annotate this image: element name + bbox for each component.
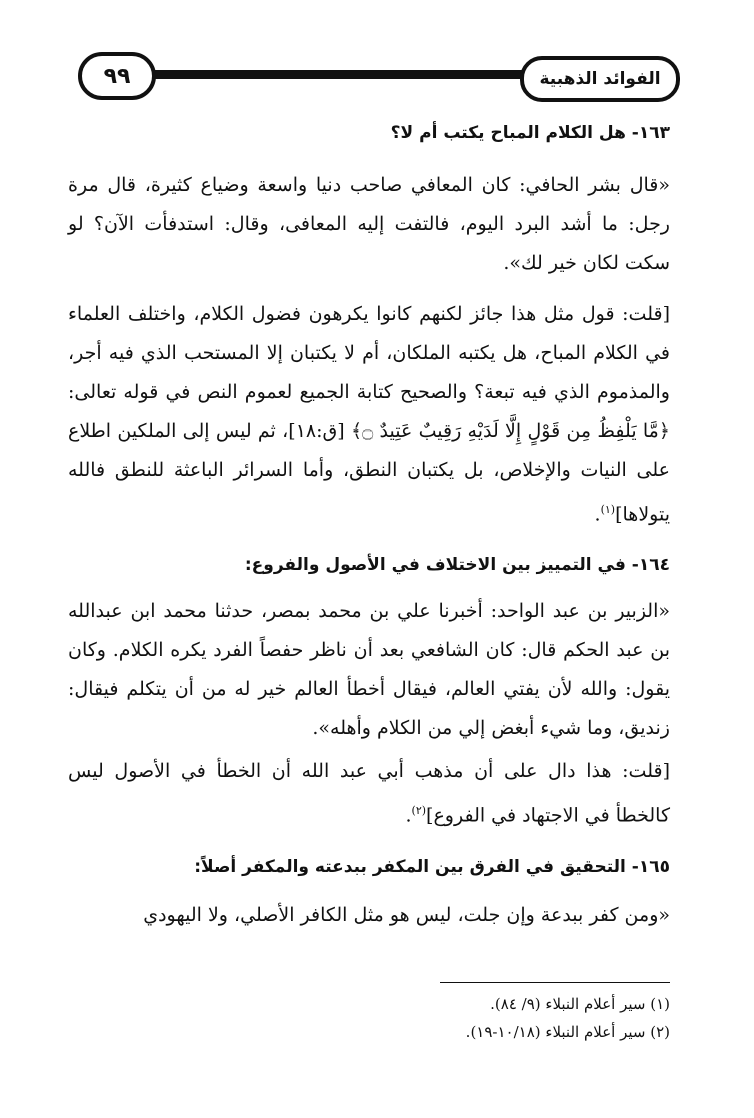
- page-content: [68, 112, 670, 935]
- footnotes: [270, 990, 670, 1046]
- paragraph-163-comment: [قلت: قول مثل هذا جائز لكنهم كانوا يكرهون فضول الكلام، واختلف العلماء في الكلام المباح، هل يكتبه الملكان، أم لا يكتبان إلا المستحب الذي فيه أجر، والمذموم الذي فيه تبعة؟ والصحيح كتابة الجميع لعموم النص في قوله تعالى: ﴿مَّا يَلْفِظُ مِن قَوْلٍ إِلَّا لَدَيْهِ رَقِيبٌ عَتِيدٌ ۝﴾ [ق:١٨]، ثم ليس إلى الملكين اطلاع على النيات والإخلاص، بل يكتبان النطق، وأما السرائر الباعثة للنطق فالله يتولاها]$^{(١)}$.: [68, 303, 670, 526]
- page-header: [78, 50, 680, 102]
- paragraph-164-comment-text: [قلت: هذا دال على أن مذهب أبي عبد الله أن الخطأ في الأصول ليس كالخطأ في الاجتهاد في الفروع]: [68, 760, 670, 827]
- paragraph-163-quote: «قال بشر الحافي: كان المعافي صاحب دنيا واسعة وضياع كثيرة، قال مرة رجل: ما أشد البرد اليوم، فالتفت إليه المعافى، وقال: استدفأت الآن؟ لو سكت لكان خير لك».: [68, 174, 670, 274]
- footnote-marker-2: (٢): [411, 804, 427, 818]
- footnote-1: (١) سير أعلام النبلاء (٩/ ٨٤).: [490, 995, 670, 1013]
- section-heading-164: ١٦٤- في التمييز بين الاختلاف في الأصول والفروع:: [244, 555, 670, 576]
- section-heading-165: ١٦٥- التحقيق في الفرق بين المكفر ببدعته والمكفر أصلاً:: [194, 856, 670, 877]
- book-title: الفوائد الذهبية: [520, 56, 680, 102]
- paragraph-164-quote: «الزبير بن عبد الواحد: أخبرنا علي بن محمد بمصر، حدثنا محمد ابن عبدالله بن عبد الحكم قال: كان الشافعي بعد أن ناظر حفصاً الفرد يكره الكلام. وكان يقول: والله لأن يفتي العالم، فيقال أخطأ العالم خير له من أن يتكلم فيقال: زنديق، وما شيء أبغض إلي من الكلام وأهله».: [68, 600, 670, 740]
- footnote-marker-1: (١): [600, 503, 616, 516]
- paragraph-163-comment-text: [قلت: قول مثل هذا جائز لكنهم كانوا يكرهون فضول الكلام، واختلف العلماء في الكلام المباح، هل يكتبه الملكان، أم لا يكتبان إلا المستحب الذي فيه أجر، والمذموم الذي فيه تبعة؟ والصحيح كتابة الجميع لعموم النص في قوله تعالى: ﴿مَّا يَلْفِظُ مِن قَوْلٍ إِلَّا لَدَيْهِ رَقِيبٌ عَتِيدٌ ۝﴾ [ق:١٨]، ثم ليس إلى الملكين اطلاع على النيات والإخلاص، بل يكتبان النطق، وأما السرائر الباعثة للنطق فالله يتولاها]: [68, 303, 670, 526]
- footnote-divider: [440, 982, 670, 983]
- section-heading-163: ١٦٣- هل الكلام المباح يكتب أم لا؟: [390, 123, 670, 143]
- paragraph-165-quote: «ومن كفر ببدعة وإن جلت، ليس هو مثل الكافر الأصلي، ولا اليهودي: [143, 903, 670, 926]
- footnote-2: (٢) سير أعلام النبلاء (١٠/١٨-١٩).: [465, 1023, 670, 1041]
- paragraph-164-comment: [قلت: هذا دال على أن مذهب أبي عبد الله أن الخطأ في الأصول ليس كالخطأ في الاجتهاد في الفروع]$^{(٢)}$.: [68, 760, 670, 827]
- page-number: ٩٩: [78, 52, 156, 100]
